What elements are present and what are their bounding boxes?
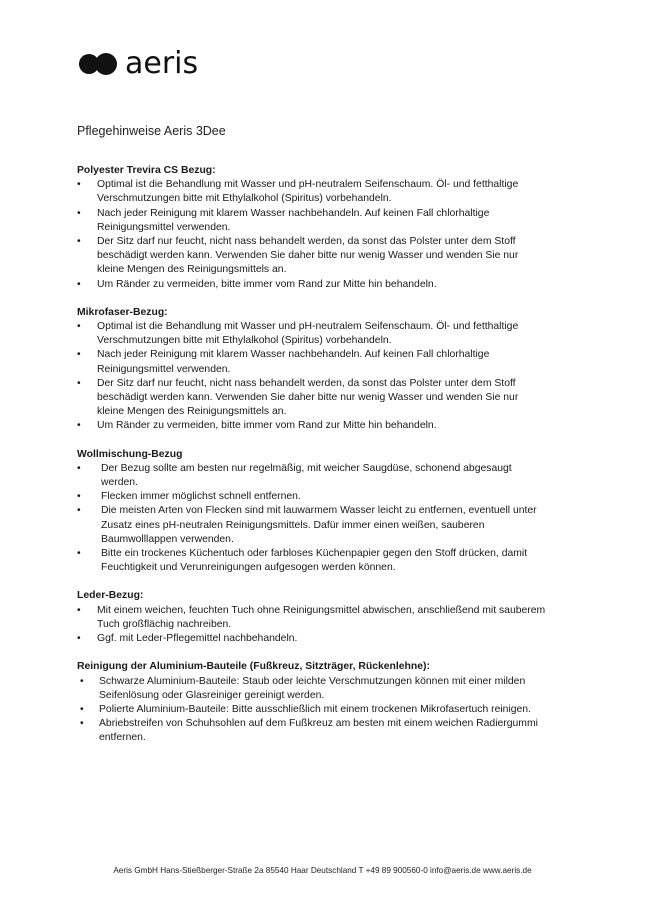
list-item: • Abriebstreifen von Schuhsohlen auf dem Fußkreuz am besten mit einem weichen Radiergummi entfernen.	[77, 717, 547, 745]
section-title: Mikrofaser-Bezug:	[77, 306, 168, 318]
bullet-list	[77, 604, 547, 647]
section-title: Reinigung der Aluminium-Bauteile (Fußkreuz, Sitzträger, Rückenlehne):	[77, 661, 430, 673]
logo-dot-right	[95, 53, 117, 75]
list-item: • Um Ränder zu vermeiden, bitte immer vom Rand zur Mitte hin behandeln.	[77, 419, 547, 433]
care-instructions	[77, 164, 547, 760]
list-item: • Der Sitz darf nur feucht, nicht nass behandelt werden, da sonst das Polster unter dem Stoff beschädigt werden kann. Verwenden Sie daher bitte nur wenig Wasser und wenden Sie nur kleine Mengen des Reinigungsmittels an.	[77, 235, 547, 278]
list-item: • Nach jeder Reinigung mit klarem Wasser nachbehandeln. Auf keinen Fall chlorhaltige Reinigungsmittel verwenden.	[77, 348, 547, 376]
list-item: • Um Ränder zu vermeiden, bitte immer vom Rand zur Mitte hin behandeln.	[77, 278, 547, 292]
list-item: • Der Bezug sollte am besten nur regelmäßig, mit weicher Saugdüse, schonend abgesaugt werden.	[77, 462, 547, 490]
bullet-list	[77, 675, 547, 746]
section-title: Polyester Trevira CS Bezug:	[77, 165, 216, 176]
two-dots-logo-icon	[79, 53, 117, 75]
section-mikrofaser	[77, 306, 547, 434]
brand-logo	[79, 48, 198, 80]
list-item: • Der Sitz darf nur feucht, nicht nass behandelt werden, da sonst das Polster unter dem Stoff beschädigt werden kann. Verwenden Sie daher bitte nur wenig Wasser und wenden Sie nur kleine Mengen des Reinigungsmittels an.	[77, 377, 547, 420]
bullet-list	[77, 320, 547, 434]
list-item: • Optimal ist die Behandlung mit Wasser und pH-neutralem Seifenschaum. Öl- und fetthaltige Verschmutzungen bitte mit Ethylalkohol (Spiritus) vorbehandeln.	[77, 320, 547, 348]
document-title: Pflegehinweise Aeris 3Dee	[77, 124, 226, 138]
list-item: • Bitte ein trockenes Küchentuch oder farbloses Küchenpapier gegen den Stoff drücken, damit Feuchtigkeit und Verunreinigungen aufgesogen werden können.	[77, 547, 547, 575]
list-item: • Ggf. mit Leder-Pflegemittel nachbehandeln.	[77, 632, 547, 646]
list-item: • Flecken immer möglichst schnell entfernen.	[77, 490, 547, 504]
list-item: • Mit einem weichen, feuchten Tuch ohne Reinigungsmittel abwischen, anschließend mit sauberem Tuch großflächig nachreiben.	[77, 604, 547, 632]
section-title: Wollmischung-Bezug	[77, 448, 183, 460]
brand-name: aeris	[125, 46, 199, 81]
list-item: • Nach jeder Reinigung mit klarem Wasser nachbehandeln. Auf keinen Fall chlorhaltige Reinigungsmittel verwenden.	[77, 207, 547, 235]
section-aluminium	[77, 660, 547, 745]
list-item: • Schwarze Aluminium-Bauteile: Staub oder leichte Verschmutzungen können mit einer milden Seifenlösung oder Glasreiniger gereinigt werden.	[77, 675, 547, 703]
section-wollmischung	[77, 448, 547, 576]
bullet-list	[77, 462, 547, 576]
footer-contact: Aeris GmbH Hans-Stießberger-Straße 2a 85540 Haar Deutschland T +49 89 900560-0 info@aeris.de www.aeris.de	[113, 866, 532, 875]
section-title: Leder-Bezug:	[77, 590, 144, 602]
bullet-list	[77, 178, 547, 292]
section-polyester	[77, 164, 547, 292]
section-leder	[77, 589, 547, 646]
list-item: • Die meisten Arten von Flecken sind mit lauwarmem Wasser leicht zu entfernen, eventuell unter Zusatz eines pH-neutralen Reinigungsmittels. Dafür immer einen weißen, sauberen Baumwolllappen verwenden.	[77, 504, 547, 547]
list-item: • Optimal ist die Behandlung mit Wasser und pH-neutralem Seifenschaum. Öl- und fetthaltige Verschmutzungen bitte mit Ethylalkohol (Spiritus) vorbehandeln.	[77, 178, 547, 206]
list-item: • Polierte Aluminium-Bauteile: Bitte ausschließlich mit einem trockenen Mikrofasertuch reinigen.	[77, 703, 547, 717]
